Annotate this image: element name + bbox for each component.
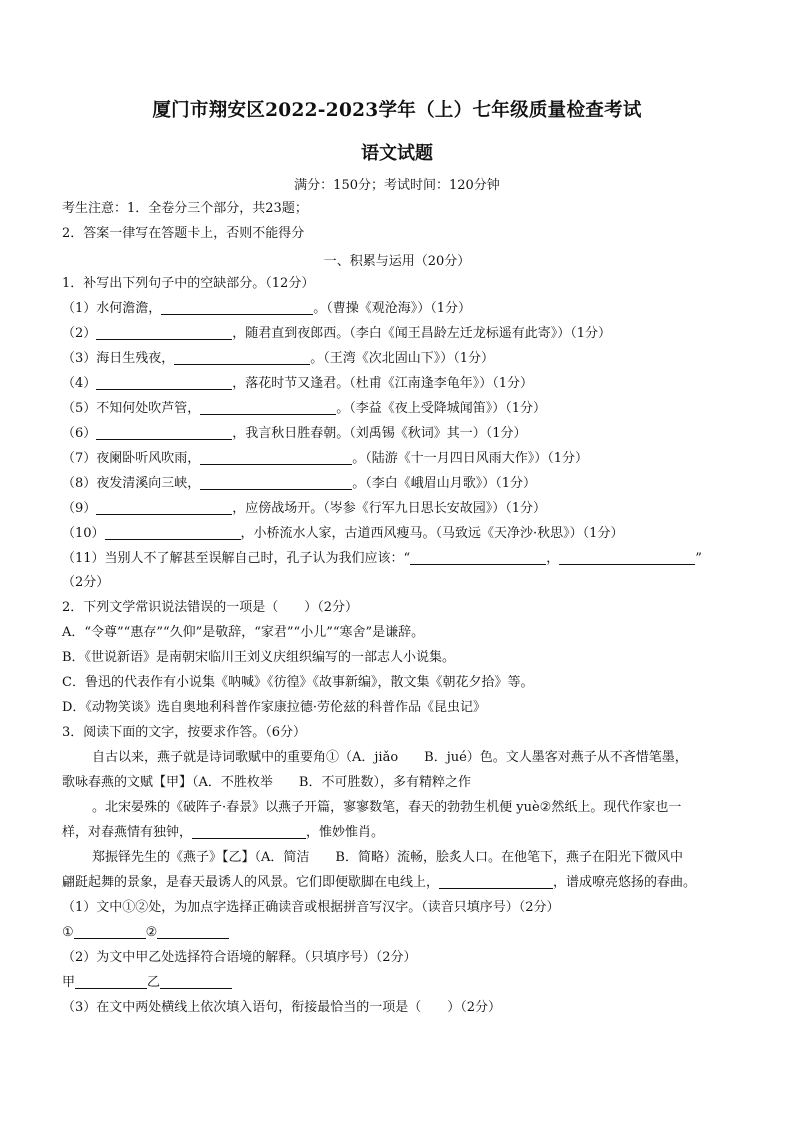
answer-blank[interactable]	[96, 325, 232, 340]
answer-blank[interactable]	[439, 874, 553, 889]
answer-blank[interactable]	[559, 550, 695, 565]
item-text: （8）夜发清溪向三峡，	[62, 476, 201, 491]
passage-text: 样，对春燕情有独钟，	[62, 825, 193, 840]
score-time-line: 满分：150分；考试时间：120分钟	[294, 178, 500, 193]
answer-line	[62, 924, 740, 942]
passage-text: ，惟妙惟肖。	[306, 825, 385, 840]
question-item	[62, 350, 740, 368]
answer-blank[interactable]	[192, 824, 306, 839]
answer-blank[interactable]	[161, 300, 313, 315]
answer-blank[interactable]	[96, 425, 232, 440]
item-score: （2分）	[62, 575, 110, 590]
subject-title: 语文试题	[361, 143, 433, 164]
answer-blank[interactable]	[96, 375, 232, 390]
item-text: （6）	[62, 426, 97, 441]
answer-blank[interactable]	[96, 500, 232, 515]
item-text: （1）水何澹澹，	[62, 301, 162, 316]
answer-blank[interactable]	[200, 400, 336, 415]
question-item	[62, 550, 740, 568]
sub-question: （3）在文中两处横线上依次填入语句，衔接最恰当的一项是（ ）（2分）	[62, 1000, 502, 1015]
item-text: 。（李益《夜上受降城闻笛》）（1分）	[336, 401, 547, 416]
answer-blank[interactable]	[174, 350, 310, 365]
section-heading: 一、积累与运用（20分）	[323, 254, 471, 269]
item-text: 。（李白《峨眉山月歌》）（1分）	[352, 476, 537, 491]
item-text: （11）当别人不了解甚至误解自己时，孔子认为我们应该：“	[62, 551, 411, 566]
passage-line: 自古以来，燕子就是诗词歌赋中的重要角①（A．jiǎo B．jué）色。文人墨客对燕子从不吝惜笔墨，	[92, 750, 688, 765]
question-item	[62, 425, 740, 443]
answer-blank[interactable]	[74, 924, 146, 939]
question-item	[62, 475, 740, 493]
question-item	[62, 450, 740, 468]
item-text: ，落花时节又逢君。（杜甫《江南逢李龟年》）（1分）	[232, 376, 534, 391]
sub-question: （2）为文中甲乙处选择符合语境的解释。（只填序号）（2分）	[62, 950, 417, 965]
item-text: （9）	[62, 501, 97, 516]
marker: ①	[62, 925, 74, 940]
passage-line	[62, 874, 740, 892]
item-text: ，	[546, 551, 560, 566]
item-text: 。（王湾《次北固山下》）（1分）	[310, 351, 495, 366]
item-text: ”	[695, 551, 702, 566]
item-text: （5）不知何处吹芦管，	[62, 401, 201, 416]
option-b: B．《世说新语》是南朝宋临川王刘义庆组织编写的一部志人小说集。	[62, 650, 456, 665]
item-text: （7）夜阑卧听风吹雨，	[62, 451, 201, 466]
question-item	[62, 300, 740, 318]
sub-question: （1）文中①②处，为加点字选择正确读音或根据拼音写汉字。（读音只填序号）（2分）	[62, 900, 560, 915]
item-text: ，应傍战场开。（岑参《行军九日思长安故园》）（1分）	[232, 501, 547, 516]
option-c: C．鲁迅的代表作有小说集《呐喊》《彷徨》《故事新编》，散文集《朝花夕拾》等。	[62, 675, 534, 690]
passage-text: 翩跹起舞的景象，是春天最诱人的风景。它们即便歇脚在电线上，	[62, 875, 440, 890]
notice-line-2: 2．答案一律写在答题卡上，否则不能得分	[62, 226, 305, 241]
passage-line: 郑振铎先生的《燕子》【乙】（A．简洁 B．简略）流畅，脍炙人口。在他笔下，燕子在阳光下微风中	[92, 850, 683, 865]
passage-line	[62, 824, 740, 842]
notice-line-1: 考生注意：1．全卷分三个部分，共23题；	[62, 201, 308, 216]
answer-line	[62, 974, 740, 992]
question-stem: 2．下列文学常识说法错误的一项是（ ）（2分）	[62, 600, 359, 615]
answer-blank[interactable]	[410, 550, 546, 565]
question-stem: 3．阅读下面的文字，按要求作答。（6分）	[62, 725, 307, 740]
question-item	[62, 400, 740, 418]
marker: 乙	[147, 975, 161, 990]
option-d: D．《动物笑谈》选自奥地利科普作家康拉德·劳伦兹的科普作品《昆虫记》	[62, 700, 487, 715]
question-item	[62, 375, 740, 393]
item-text: （3）海日生残夜，	[62, 351, 175, 366]
item-text: ，随君直到夜郎西。（李白《闻王昌龄左迁龙标遥有此寄》）（1分）	[232, 326, 612, 341]
question-item	[62, 500, 740, 518]
question-stem: 1．补写出下列句子中的空缺部分。（12分）	[62, 276, 315, 291]
item-text: （4）	[62, 376, 97, 391]
question-item	[62, 325, 740, 343]
answer-blank[interactable]	[160, 974, 232, 989]
answer-blank[interactable]	[75, 974, 147, 989]
item-text: 。（陆游《十一月四日风雨大作》）（1分）	[352, 451, 589, 466]
item-text: 。（曹操《观沧海》）（1分）	[313, 301, 472, 316]
item-text: （10）	[62, 526, 105, 541]
marker: 甲	[62, 975, 76, 990]
passage-text: ，谱成嘹亮悠扬的春曲。	[553, 875, 697, 890]
answer-blank[interactable]	[200, 450, 352, 465]
item-text: ，我言秋日胜春朝。（刘禹锡《秋词》其一）（1分）	[232, 426, 527, 441]
answer-blank[interactable]	[157, 924, 229, 939]
item-text: （2）	[62, 326, 97, 341]
passage-line: 歌咏春燕的文赋【甲】（A．不胜枚举 B．不可胜数），多有精粹之作	[62, 775, 471, 790]
option-a: A．“令尊”“惠存”“久仰”是敬辞，“家君”“小儿”“寒舍”是谦辞。	[62, 625, 425, 640]
passage-line: 。北宋晏殊的《破阵子·春景》以燕子开篇，寥寥数笔，春天的勃勃生机便 yuè②然纸上。现代作家也一	[92, 800, 682, 815]
item-text: ，小桥流水人家，古道西风瘦马。（马致远《天净沙·秋思》）（1分）	[240, 526, 624, 541]
question-item	[62, 525, 740, 543]
page-title: 厦门市翔安区2022-2023学年（上）七年级质量检查考试	[152, 100, 642, 121]
marker: ②	[145, 925, 158, 940]
answer-blank[interactable]	[200, 475, 352, 490]
answer-blank[interactable]	[105, 525, 241, 540]
